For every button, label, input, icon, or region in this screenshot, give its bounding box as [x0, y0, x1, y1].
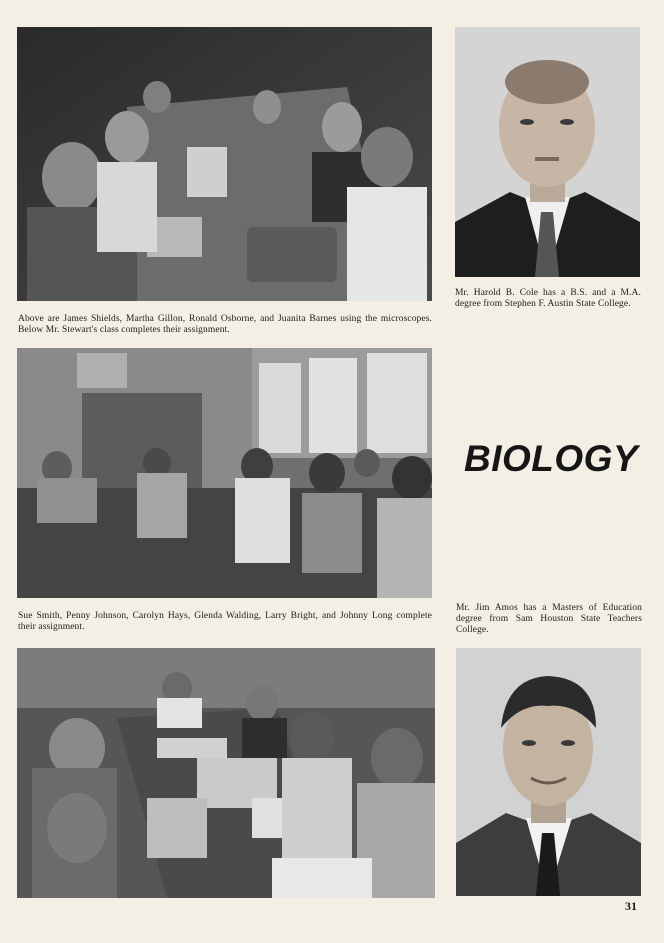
caption-stewart-class: Sue Smith, Penny Johnson, Carolyn Hays, Glenda Walding, Larry Bright, and Johnny Long complete their assignment. [18, 611, 432, 632]
caption-harold-cole: Mr. Harold B. Cole has a B.S. and a M.A. degree from Stephen F. Austin State College. [455, 288, 641, 309]
page-number: 31 [625, 899, 637, 913]
caption-microscope-lab: Above are James Shields, Martha Gillon, Ronald Osborne, and Juanita Barnes using the microscopes. Below Mr. Stewart's class completes their assignment. [18, 314, 432, 335]
photo-jim-amos [456, 648, 641, 896]
photo-microscope-lab [17, 27, 432, 301]
photo-study-class [17, 648, 435, 898]
page-title: BIOLOGY [464, 438, 639, 479]
caption-jim-amos: Mr. Jim Amos has a Masters of Education degree from Sam Houston State Teachers College. [456, 603, 642, 635]
photo-stewart-class [17, 348, 432, 598]
photo-harold-cole [455, 27, 640, 277]
